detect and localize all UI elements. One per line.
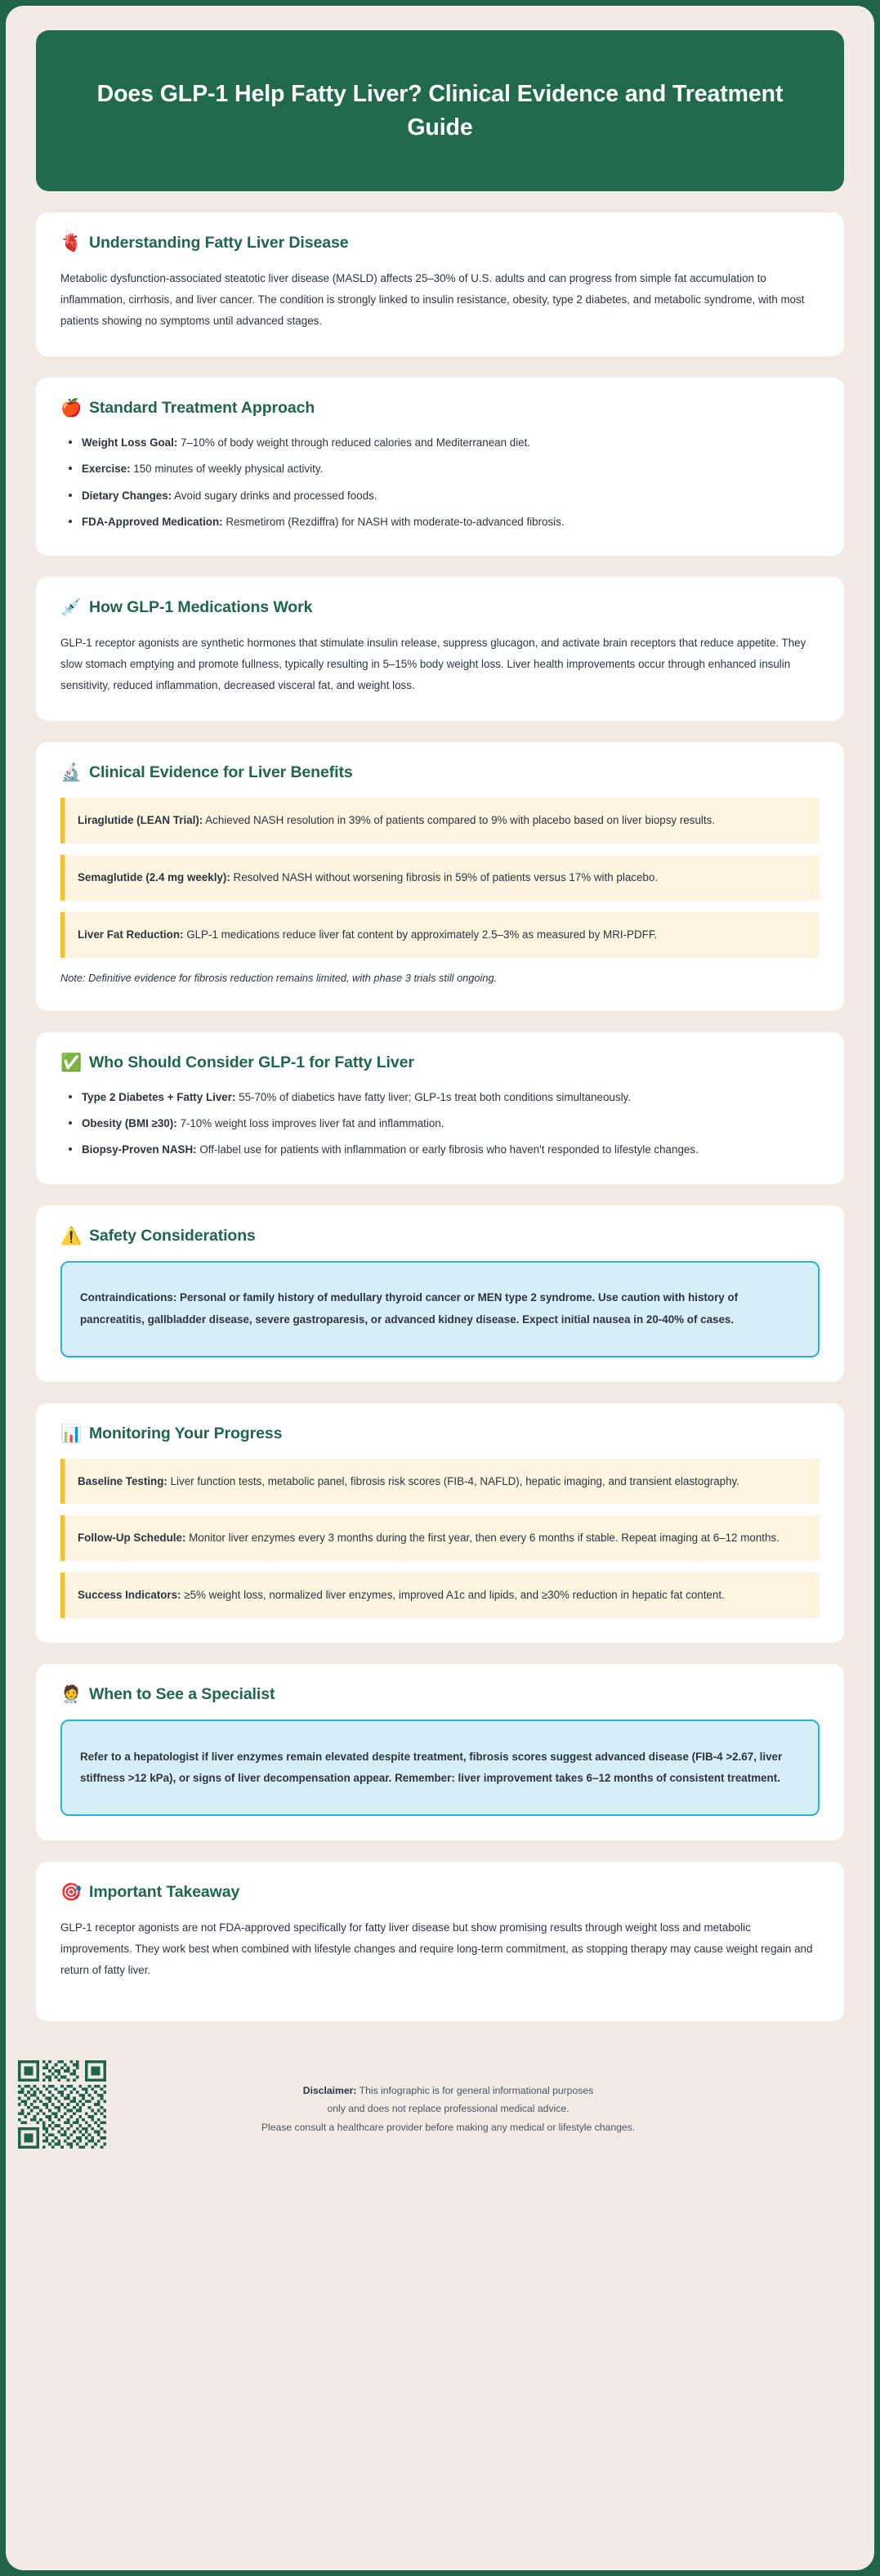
- list-item-label: Obesity (BMI ≥30):: [82, 1117, 177, 1130]
- apple-icon: 🍎: [60, 399, 83, 418]
- section-paragraph: GLP-1 receptor agonists are not FDA-approved specifically for fatty liver disease but show promising results through weight loss and metabolic improvements. They work best when combined with lifestyle changes and require long-term commitment, as stopping therapy may cause weight regain and return of fatty liver.: [60, 1921, 813, 1977]
- monitoring-callout: [60, 1515, 820, 1561]
- section-header: [60, 1227, 820, 1246]
- list-item-label: Exercise:: [82, 463, 131, 476]
- list-item-label: Type 2 Diabetes + Fatty Liver:: [82, 1091, 236, 1104]
- disclaimer-line-3: Please consult a healthcare provider before making any medical or lifestyle changes.: [261, 2121, 636, 2133]
- section-how-glp1-medications-work: [36, 577, 844, 721]
- section-header: [60, 234, 820, 253]
- section-title: Standard Treatment Approach: [89, 399, 315, 418]
- callout-text: Monitor liver enzymes every 3 months during the first year, then every 6 months if stable. Repeat imaging at 6–12 months.: [185, 1532, 779, 1545]
- candidate-bullet-list: [60, 1088, 820, 1159]
- list-item: [65, 486, 820, 505]
- direct-hit-target-icon: 🎯: [60, 1883, 83, 1903]
- monitoring-callout: [60, 1572, 820, 1618]
- section-header: [60, 763, 820, 782]
- disclaimer-text: [123, 2060, 844, 2137]
- list-item-text: Avoid sugary drinks and processed foods.: [172, 489, 377, 502]
- list-item: [65, 1114, 820, 1133]
- list-item: [65, 459, 820, 478]
- callout-text: Liver function tests, metabolic panel, fibrosis risk scores (FIB-4, NAFLD), hepatic imaging, and transient elastography.: [167, 1474, 739, 1487]
- section-monitoring-your-progress: [36, 1403, 844, 1644]
- header-banner: [36, 30, 844, 191]
- section-header: [60, 1883, 820, 1902]
- section-header: [60, 1424, 820, 1443]
- callout-label: Follow-Up Schedule:: [78, 1532, 186, 1545]
- microscope-icon: 🔬: [60, 763, 83, 783]
- list-item: [65, 1140, 820, 1159]
- callout-label: Baseline Testing:: [78, 1474, 168, 1487]
- callout-text: ≥5% weight loss, normalized liver enzymes, improved A1c and lipids, and ≥30% reduction in hepatic fat content.: [181, 1589, 725, 1602]
- list-item-label: Biopsy-Proven NASH:: [82, 1143, 197, 1156]
- list-item-text: Resmetirom (Rezdiffra) for NASH with moderate-to-advanced fibrosis.: [222, 515, 565, 528]
- list-item-label: Weight Loss Goal:: [82, 436, 178, 449]
- callout-label: Liraglutide (LEAN Trial):: [78, 814, 203, 827]
- disclaimer-label: Disclaimer:: [302, 2084, 357, 2096]
- section-important-takeaway: [36, 1862, 844, 2020]
- callout-text: Resolved NASH without worsening fibrosis in 59% of patients versus 17% with placebo.: [230, 870, 659, 883]
- evidence-callout: [60, 798, 820, 843]
- section-understanding-fatty-liver-disease: [36, 212, 844, 356]
- list-item-text: 150 minutes of weekly physical activity.: [130, 463, 324, 476]
- section-title: Important Takeaway: [89, 1883, 240, 1902]
- disclaimer-line-1: This infographic is for general informational purposes: [356, 2084, 594, 2096]
- section-header: [60, 399, 820, 418]
- section-title: When to See a Specialist: [89, 1685, 275, 1704]
- infographic-frame: [6, 6, 874, 2570]
- section-standard-treatment-approach: [36, 378, 844, 555]
- anatomical-heart-icon: 🫀: [60, 234, 83, 253]
- footer: [36, 2042, 844, 2153]
- list-item: [65, 512, 820, 531]
- section-clinical-evidence-for-liver-benefits: [36, 742, 844, 1011]
- callout-label: Semaglutide (2.4 mg weekly):: [78, 870, 230, 883]
- list-item: [65, 1088, 820, 1107]
- monitoring-callout: [60, 1459, 820, 1505]
- evidence-callout: [60, 855, 820, 901]
- check-mark-button-icon: ✅: [60, 1053, 83, 1073]
- section-title: Clinical Evidence for Liver Benefits: [89, 763, 353, 782]
- evidence-note: Note: Definitive evidence for fibrosis reduction remains limited, with phase 3 trials still ongoing.: [60, 971, 498, 984]
- callout-label: Liver Fat Reduction:: [78, 928, 184, 941]
- list-item-text: 7-10% weight loss improves liver fat and inflammation.: [176, 1117, 444, 1130]
- section-title: Understanding Fatty Liver Disease: [89, 234, 349, 252]
- list-item-label: Dietary Changes:: [82, 489, 172, 502]
- safety-callout: Contraindications: Personal or family history of medullary thyroid cancer or MEN type 2 syndrome. Use caution with history of pancreatitis, gallbladder disease, severe gastroparesis, or advanced kidney disease. Expect initial nausea in 20-40% of cases.: [60, 1261, 820, 1357]
- callout-text: GLP-1 medications reduce liver fat content by approximately 2.5–3% as measured by MRI-PDFF.: [183, 928, 658, 941]
- treatment-bullet-list: [60, 433, 820, 530]
- callout-label: Success Indicators:: [78, 1589, 181, 1602]
- section-title: Who Should Consider GLP-1 for Fatty Liver: [89, 1053, 414, 1072]
- section-paragraph: Metabolic dysfunction-associated steatotic liver disease (MASLD) affects 25–30% of U.S. adults and can progress from simple fat accumulation to inflammation, cirrhosis, and liver cancer. The condition is strongly linked to insulin resistance, obesity, type 2 diabetes, and metabolic syndrome, with most patients showing no symptoms until advanced stages.: [60, 272, 805, 328]
- section-title: Safety Considerations: [89, 1226, 256, 1245]
- section-header: [60, 598, 820, 617]
- syringe-icon: 💉: [60, 597, 83, 617]
- list-item-text: 7–10% of body weight through reduced calories and Mediterranean diet.: [177, 436, 531, 449]
- list-item-text: 55-70% of diabetics have fatty liver; GLP-1s treat both conditions simultaneously.: [235, 1091, 631, 1104]
- callout-text: Achieved NASH resolution in 39% of patients compared to 9% with placebo based on liver biopsy results.: [203, 814, 715, 827]
- qr-code-icon[interactable]: [18, 2060, 106, 2149]
- section-header: [60, 1685, 820, 1704]
- disclaimer-line-2: only and does not replace professional medical advice.: [327, 2103, 570, 2115]
- warning-icon: ⚠️: [60, 1226, 83, 1246]
- list-item-text: Off-label use for patients with inflammation or early fibrosis who haven't responded to lifestyle changes.: [196, 1143, 699, 1156]
- health-worker-icon: 🧑‍⚕️: [60, 1685, 83, 1705]
- section-safety-considerations: [36, 1205, 844, 1382]
- bar-chart-icon: 📊: [60, 1424, 83, 1443]
- list-item: [65, 433, 820, 452]
- section-title: Monitoring Your Progress: [89, 1424, 283, 1442]
- specialist-callout: Refer to a hepatologist if liver enzymes remain elevated despite treatment, fibrosis scores suggest advanced disease (FIB-4 >2.67, liver stiffness >12 kPa), or signs of liver decompensation appear. Remember: liver improvement takes 6–12 months of consistent treatment.: [60, 1720, 820, 1816]
- section-header: [60, 1053, 820, 1072]
- section-paragraph: GLP-1 receptor agonists are synthetic hormones that stimulate insulin release, suppress glucagon, and activate brain receptors that reduce appetite. They slow stomach emptying and promote fullness, typically resulting in 5–15% body weight loss. Liver health improvements occur through enhanced insulin sensitivity, reduced inflammation, decreased visceral fat, and weight loss.: [60, 636, 806, 691]
- page-title: Does GLP-1 Help Fatty Liver? Clinical Evidence and Treatment Guide: [96, 81, 784, 141]
- list-item-label: FDA-Approved Medication:: [82, 515, 223, 528]
- section-title: How GLP-1 Medications Work: [89, 597, 313, 616]
- section-who-should-consider-glp1: [36, 1032, 844, 1183]
- section-when-to-see-a-specialist: [36, 1664, 844, 1840]
- evidence-callout: [60, 912, 820, 958]
